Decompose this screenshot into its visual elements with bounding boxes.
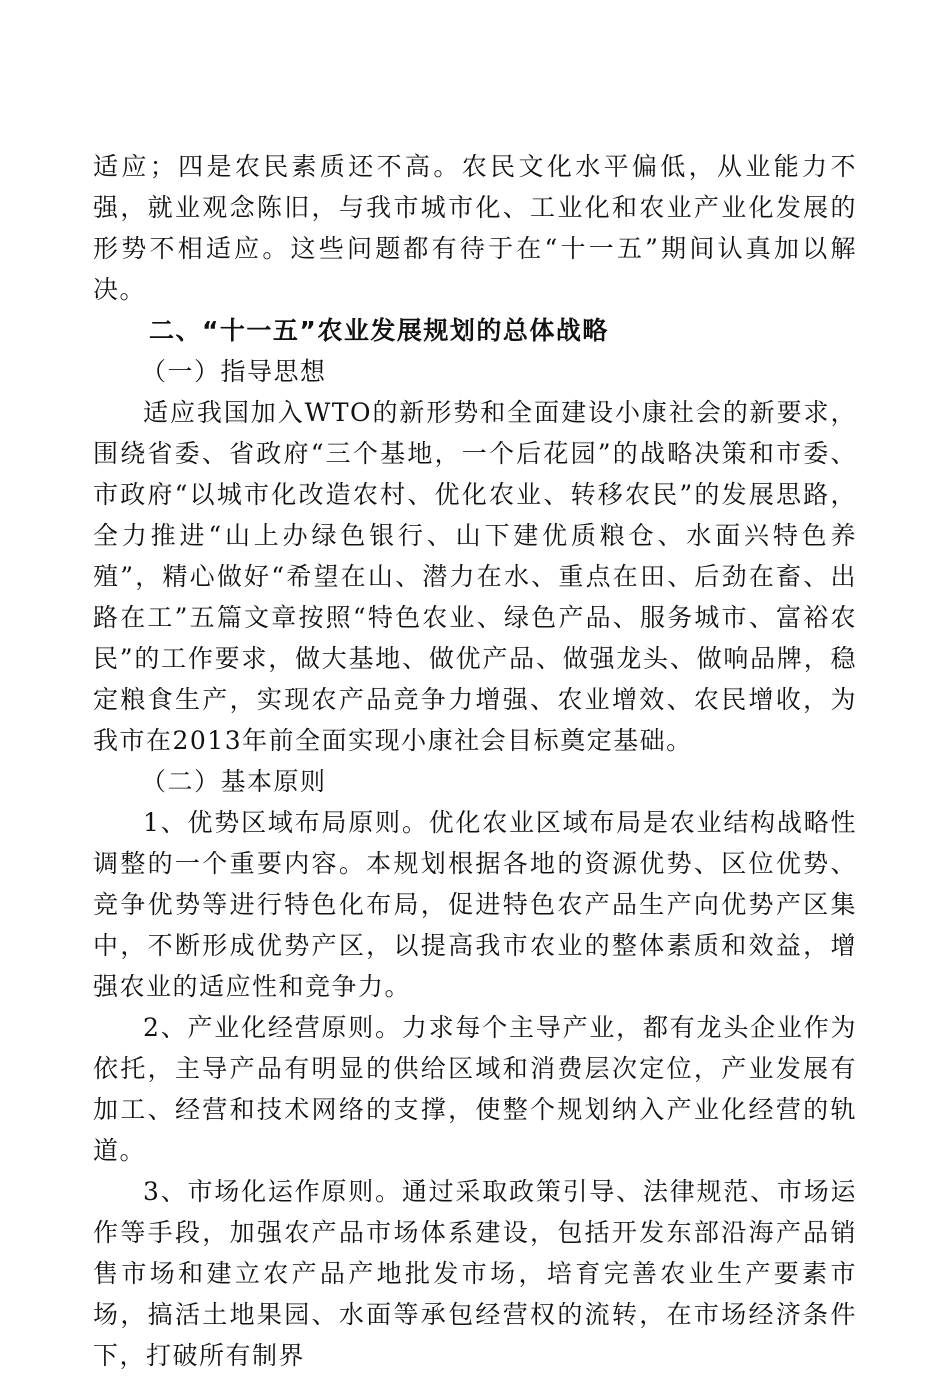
subsection-heading-basic-principles: （二）基本原则 xyxy=(141,767,327,796)
paragraph-continuation: 适应；四是农民素质还不高。农民文化水平偏低，从业能力不强，就业观念陈旧，与我市城市化、工业化和农业产业化发展的形势不相适应。这些问题都有待于在“十一五”期间认真加以解决。 xyxy=(93,152,857,304)
subsection-heading-guiding-ideology: （一）指导思想 xyxy=(141,357,327,386)
paragraph-principle-3: 3、市场化运作原则。通过采取政策引导、法律规范、市场运作等手段，加强农产品市场体系建设，包括开发东部沿海产品销售市场和建立农产品产地批发市场，培育完善农业生产要素市场，搞活土地果园、水面等承包经营权的流转，在市场经济条件下，打破所有制界 xyxy=(93,1177,857,1370)
paragraph-principle-2: 2、产业化经营原则。力求每个主导产业，都有龙头企业作为依托，主导产品有明显的供给区域和消费层次定位，产业发展有加工、经营和技术网络的支撑，使整个规划纳入产业化经营的轨道。 xyxy=(93,1013,857,1165)
section-heading: 二、“十一五”农业发展规划的总体战略 xyxy=(149,316,609,345)
document-body xyxy=(93,146,857,1376)
paragraph-principle-1: 1、优势区域布局原则。优化农业区域布局是农业结构战略性调整的一个重要内容。本规划根据各地的资源优势、区位优势、竞争优势等进行特色化布局，促进特色农产品生产向优势产区集中，不断形成优势产区，以提高我市农业的整体素质和效益，增强农业的适应性和竞争力。 xyxy=(93,808,857,1001)
paragraph-guiding-ideology: 适应我国加入WTO的新形势和全面建设小康社会的新要求，围绕省委、省政府“三个基地，一个后花园”的战略决策和市委、市政府“以城市化改造农村、优化农业、转移农民”的发展思路，全力推进“山上办绿色银行、山下建优质粮仓、水面兴特色养殖”，精心做好“希望在山、潜力在水、重点在田、后劲在畜、出路在工”五篇文章按照“特色农业、绿色产品、服务城市、富裕农民”的工作要求，做大基地、做优产品、做强龙头、做响品牌，稳定粮食生产，实现农产品竞争力增强、农业增效、农民增收，为我市在2013年前全面实现小康社会目标奠定基础。 xyxy=(93,398,857,755)
